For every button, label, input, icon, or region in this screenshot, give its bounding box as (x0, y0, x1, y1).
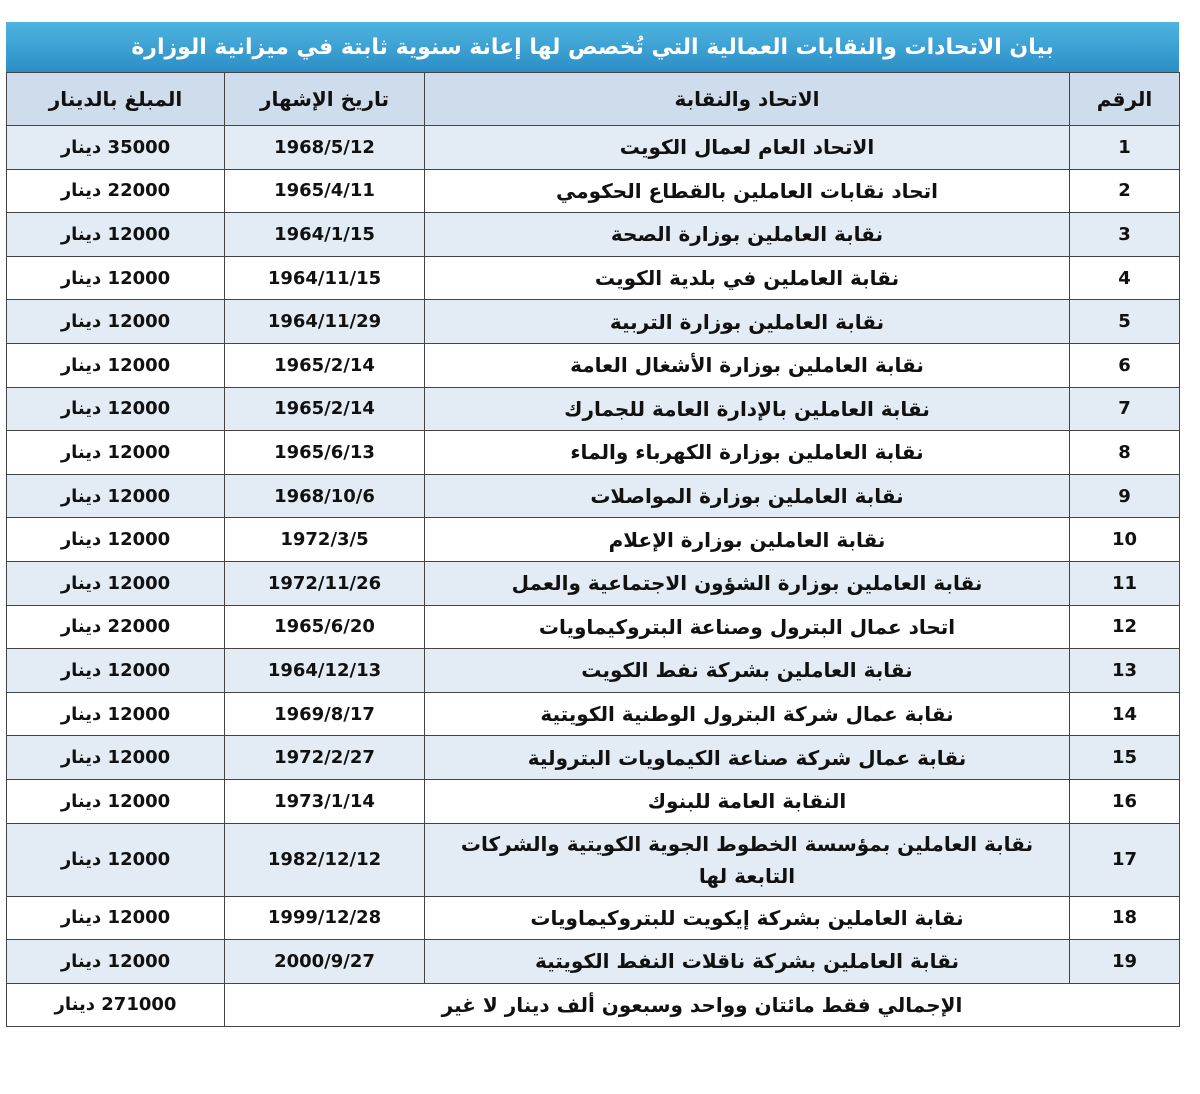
row-number-text: 6 (1118, 354, 1131, 376)
row-amount (7, 343, 225, 387)
row-number-text: 19 (1111, 950, 1138, 972)
row-amount-text: 12000 دينار (60, 267, 171, 289)
row-date-text: 1964/1/15 (274, 223, 375, 245)
row-amount-text: 12000 دينار (60, 907, 171, 929)
row-date (225, 256, 425, 300)
row-date (225, 126, 425, 170)
row-union-name: نقابة العاملين بشركة نفط الكويت (425, 649, 1070, 693)
table-row (7, 940, 1180, 984)
row-date (225, 605, 425, 649)
row-number-text: 2 (1118, 180, 1131, 202)
row-amount (7, 518, 225, 562)
table-row (7, 300, 1180, 344)
table-row (7, 256, 1180, 300)
row-union-name: نقابة العاملين بوزارة الإعلام (425, 518, 1070, 562)
header-date: تاريخ الإشهار (225, 73, 425, 126)
table-row (7, 649, 1180, 693)
row-amount (7, 779, 225, 823)
row-number (1070, 896, 1180, 940)
table-row (7, 518, 1180, 562)
row-number (1070, 940, 1180, 984)
row-union-name: نقابة العاملين بوزارة المواصلات (425, 474, 1070, 518)
row-amount (7, 256, 225, 300)
row-number (1070, 649, 1180, 693)
table-row (7, 605, 1180, 649)
row-date (225, 823, 425, 896)
row-date-text: 1968/5/12 (274, 136, 375, 158)
row-amount-text: 12000 دينار (60, 572, 171, 594)
row-amount-text: 35000 دينار (60, 136, 171, 158)
row-amount-text: 12000 دينار (60, 848, 171, 870)
row-date-text: 1965/6/20 (274, 616, 375, 638)
row-amount-text: 22000 دينار (60, 616, 171, 638)
row-union-name: اتحاد نقابات العاملين بالقطاع الحكومي (425, 169, 1070, 213)
row-number-text: 1 (1118, 136, 1131, 158)
row-number-text: 12 (1111, 616, 1138, 638)
row-date-text: 1964/11/29 (267, 311, 382, 333)
table-row (7, 779, 1180, 823)
row-number (1070, 431, 1180, 475)
table-row (7, 823, 1180, 896)
row-number (1070, 300, 1180, 344)
row-amount-text: 12000 دينار (60, 354, 171, 376)
row-number (1070, 343, 1180, 387)
table-row (7, 896, 1180, 940)
row-amount (7, 387, 225, 431)
row-amount-text: 12000 دينار (60, 950, 171, 972)
row-date-text: 1965/6/13 (274, 441, 375, 463)
row-amount-text: 12000 دينار (60, 659, 171, 681)
row-date (225, 300, 425, 344)
row-date (225, 561, 425, 605)
table-row (7, 692, 1180, 736)
row-date-text: 2000/9/27 (274, 950, 375, 972)
table-row (7, 126, 1180, 170)
row-number (1070, 779, 1180, 823)
table-row (7, 431, 1180, 475)
row-number (1070, 169, 1180, 213)
row-number-text: 16 (1111, 790, 1138, 812)
row-amount (7, 823, 225, 896)
row-union-name: نقابة العاملين بالإدارة العامة للجمارك (425, 387, 1070, 431)
row-union-name: نقابة العاملين بوزارة الصحة (425, 213, 1070, 257)
row-number (1070, 387, 1180, 431)
row-date (225, 940, 425, 984)
row-number-text: 7 (1118, 398, 1131, 420)
table-row (7, 213, 1180, 257)
row-date (225, 169, 425, 213)
row-union-name: النقابة العامة للبنوك (425, 779, 1070, 823)
row-amount-text: 12000 دينار (60, 441, 171, 463)
row-amount (7, 605, 225, 649)
row-date (225, 343, 425, 387)
row-amount (7, 213, 225, 257)
total-amount (7, 983, 225, 1026)
row-amount-text: 12000 دينار (60, 485, 171, 507)
total-row (7, 983, 1180, 1026)
row-union-name: نقابة العاملين بوزارة التربية (425, 300, 1070, 344)
row-date-text: 1999/12/28 (267, 907, 382, 929)
row-amount (7, 561, 225, 605)
total-label: الإجمالي فقط مائتان وواحد وسبعون ألف دينار لا غير (225, 983, 1180, 1026)
row-number-text: 5 (1118, 311, 1131, 333)
row-date (225, 431, 425, 475)
table-row (7, 561, 1180, 605)
row-number (1070, 605, 1180, 649)
row-number (1070, 213, 1180, 257)
row-union-name: نقابة العاملين بشركة ناقلات النفط الكويتية (425, 940, 1070, 984)
row-amount (7, 126, 225, 170)
row-number (1070, 256, 1180, 300)
table-row (7, 474, 1180, 518)
row-number-text: 18 (1111, 907, 1138, 929)
row-union-name: نقابة العاملين بوزارة الكهرباء والماء (425, 431, 1070, 475)
row-amount-text: 12000 دينار (60, 223, 171, 245)
row-number-text: 4 (1118, 267, 1131, 289)
row-union-name: نقابة العاملين بوزارة الشؤون الاجتماعية والعمل (425, 561, 1070, 605)
row-amount-text: 12000 دينار (60, 311, 171, 333)
row-date (225, 736, 425, 780)
header-union: الاتحاد والنقابة (425, 73, 1070, 126)
row-union-name: اتحاد عمال البترول وصناعة البتروكيماويات (425, 605, 1070, 649)
row-date-text: 1964/12/13 (267, 659, 382, 681)
row-date-text: 1972/11/26 (267, 572, 382, 594)
row-number-text: 9 (1118, 485, 1131, 507)
row-number-text: 15 (1111, 747, 1138, 769)
row-amount (7, 300, 225, 344)
table-title: بيان الاتحادات والنقابات العمالية التي تُخصص لها إعانة سنوية ثابتة في ميزانية الوزارة (6, 22, 1179, 72)
row-date (225, 692, 425, 736)
row-amount-text: 12000 دينار (60, 398, 171, 420)
row-number-text: 17 (1111, 848, 1138, 870)
row-date (225, 649, 425, 693)
row-union-name: نقابة عمال شركة البترول الوطنية الكويتية (425, 692, 1070, 736)
header-amount: المبلغ بالدينار (7, 73, 225, 126)
row-union-name: الاتحاد العام لعمال الكويت (425, 126, 1070, 170)
row-amount-text: 12000 دينار (60, 703, 171, 725)
row-date-text: 1964/11/15 (267, 267, 382, 289)
row-date-text: 1968/10/6 (274, 485, 375, 507)
row-amount (7, 649, 225, 693)
row-number (1070, 518, 1180, 562)
row-union-name: نقابة عمال شركة صناعة الكيماويات البترولية (425, 736, 1070, 780)
row-date-text: 1965/2/14 (274, 354, 375, 376)
row-union-name: نقابة العاملين بشركة إيكويت للبتروكيماويات (425, 896, 1070, 940)
table-row (7, 343, 1180, 387)
row-number (1070, 823, 1180, 896)
row-amount (7, 431, 225, 475)
row-amount-text: 12000 دينار (60, 529, 171, 551)
row-union-name: نقابة العاملين بوزارة الأشغال العامة (425, 343, 1070, 387)
row-number-text: 3 (1118, 223, 1131, 245)
row-date-text: 1973/1/14 (274, 790, 375, 812)
row-union-name: نقابة العاملين في بلدية الكويت (425, 256, 1070, 300)
row-date-text: 1969/8/17 (274, 703, 375, 725)
row-number-text: 14 (1111, 703, 1138, 725)
row-amount (7, 474, 225, 518)
table-row (7, 736, 1180, 780)
row-date-text: 1972/2/27 (274, 747, 375, 769)
total-amount-text: 271000 دينار (54, 994, 177, 1016)
row-amount (7, 896, 225, 940)
row-amount-text: 12000 دينار (60, 790, 171, 812)
table-row (7, 387, 1180, 431)
row-amount (7, 692, 225, 736)
row-date-text: 1982/12/12 (267, 848, 382, 870)
row-date-text: 1965/2/14 (274, 398, 375, 420)
row-amount-text: 12000 دينار (60, 747, 171, 769)
row-date-text: 1972/3/5 (280, 529, 369, 551)
row-date (225, 387, 425, 431)
row-number (1070, 561, 1180, 605)
document (6, 22, 1179, 1027)
row-date (225, 896, 425, 940)
row-date (225, 518, 425, 562)
row-date (225, 213, 425, 257)
row-date (225, 779, 425, 823)
header-number: الرقم (1070, 73, 1180, 126)
row-number (1070, 736, 1180, 780)
row-date (225, 474, 425, 518)
row-number (1070, 692, 1180, 736)
row-number-text: 10 (1111, 529, 1138, 551)
row-number-text: 8 (1118, 441, 1131, 463)
row-number-text: 11 (1111, 572, 1138, 594)
row-amount (7, 736, 225, 780)
unions-table (6, 72, 1180, 1027)
row-amount (7, 169, 225, 213)
row-amount-text: 22000 دينار (60, 180, 171, 202)
row-union-name: نقابة العاملين بمؤسسة الخطوط الجوية الكويتية والشركات التابعة لها (425, 823, 1070, 896)
table-row (7, 169, 1180, 213)
row-number (1070, 474, 1180, 518)
row-number-text: 13 (1111, 659, 1138, 681)
row-amount (7, 940, 225, 984)
row-date-text: 1965/4/11 (274, 180, 375, 202)
header-row (7, 73, 1180, 126)
row-number (1070, 126, 1180, 170)
